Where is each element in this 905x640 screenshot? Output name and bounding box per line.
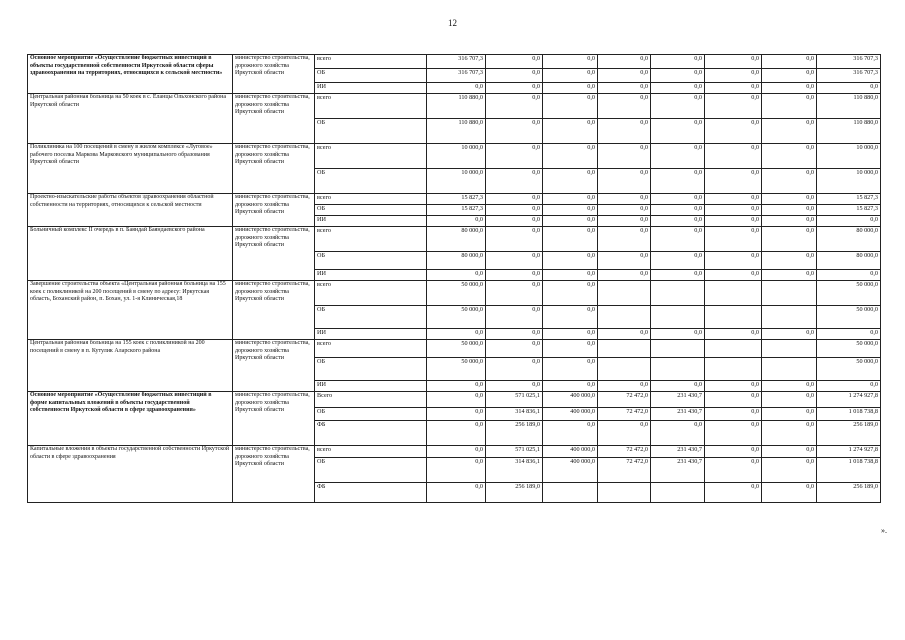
table-row — [28, 227, 881, 252]
total-value-cell: 50 000,0 — [817, 281, 881, 306]
year-value-cell: 0,0 — [486, 340, 543, 358]
year-value-cell: 0,0 — [705, 408, 762, 421]
year-value-cell: 0,0 — [486, 94, 543, 119]
year-value-cell — [705, 281, 762, 306]
year-value-cell: 50 000,0 — [427, 358, 486, 381]
year-value-cell: 0,0 — [705, 329, 762, 340]
year-value-cell: 0,0 — [543, 252, 598, 270]
year-value-cell: 0,0 — [598, 55, 651, 69]
year-value-cell: 0,0 — [543, 421, 598, 446]
year-value-cell: 0,0 — [762, 381, 817, 392]
year-value-cell: 0,0 — [598, 119, 651, 144]
year-value-cell: 0,0 — [543, 216, 598, 227]
year-value-cell: 314 836,1 — [486, 408, 543, 421]
year-value-cell: 0,0 — [543, 306, 598, 329]
total-value-cell: 0,0 — [817, 270, 881, 281]
year-value-cell: 0,0 — [762, 69, 817, 83]
funding-source: всего — [315, 340, 427, 358]
year-value-cell: 0,0 — [598, 252, 651, 270]
year-value-cell — [762, 306, 817, 329]
year-value-cell — [651, 483, 705, 503]
year-value-cell: 0,0 — [762, 392, 817, 408]
total-value-cell: 316 707,3 — [817, 69, 881, 83]
year-value-cell: 0,0 — [427, 216, 486, 227]
funding-source: ИИ — [315, 83, 427, 94]
responsible-organization: министерство строительства, дорожного хозяйства Иркутской области — [233, 194, 315, 227]
total-value-cell: 1 274 927,8 — [817, 392, 881, 408]
year-value-cell: 0,0 — [598, 227, 651, 252]
year-value-cell: 0,0 — [651, 144, 705, 169]
year-value-cell — [598, 281, 651, 306]
year-value-cell: 0,0 — [598, 144, 651, 169]
year-value-cell — [762, 281, 817, 306]
year-value-cell: 400 000,0 — [543, 408, 598, 421]
year-value-cell: 0,0 — [705, 227, 762, 252]
year-value-cell: 0,0 — [762, 55, 817, 69]
year-value-cell — [705, 306, 762, 329]
year-value-cell: 0,0 — [705, 205, 762, 216]
activity-description: Центральная районная больница на 50 коек в с. Еланцы Ольхонского района Иркутской области — [28, 94, 233, 144]
total-value-cell: 10 000,0 — [817, 144, 881, 169]
year-value-cell: 0,0 — [651, 227, 705, 252]
funding-source: ОБ — [315, 306, 427, 329]
total-value-cell: 1 274 927,8 — [817, 446, 881, 458]
year-value-cell: 0,0 — [427, 446, 486, 458]
year-value-cell: 0,0 — [543, 281, 598, 306]
funding-source: ОБ — [315, 458, 427, 483]
year-value-cell: 0,0 — [705, 194, 762, 205]
year-value-cell: 0,0 — [762, 83, 817, 94]
year-value-cell: 0,0 — [705, 252, 762, 270]
year-value-cell: 0,0 — [543, 144, 598, 169]
table-row — [28, 392, 881, 408]
total-value-cell: 0,0 — [817, 216, 881, 227]
year-value-cell: 571 025,1 — [486, 392, 543, 408]
year-value-cell: 72 472,0 — [598, 408, 651, 421]
budget-table — [27, 54, 881, 503]
year-value-cell — [651, 358, 705, 381]
year-value-cell: 110 880,0 — [427, 119, 486, 144]
activity-description: Проектно-изыскательские работы объектов здравоохранения областной собственности на территориях, относящихся к сельской местности — [28, 194, 233, 227]
funding-source: ОБ — [315, 69, 427, 83]
year-value-cell: 0,0 — [705, 55, 762, 69]
table-row — [28, 194, 881, 205]
year-value-cell: 10 000,0 — [427, 169, 486, 194]
year-value-cell: 0,0 — [427, 408, 486, 421]
year-value-cell: 0,0 — [427, 329, 486, 340]
year-value-cell: 0,0 — [762, 194, 817, 205]
year-value-cell: 0,0 — [651, 83, 705, 94]
year-value-cell: 0,0 — [762, 421, 817, 446]
funding-source: ИИ — [315, 329, 427, 340]
year-value-cell: 0,0 — [543, 340, 598, 358]
year-value-cell: 0,0 — [762, 408, 817, 421]
year-value-cell: 231 430,7 — [651, 408, 705, 421]
year-value-cell: 10 000,0 — [427, 144, 486, 169]
year-value-cell: 72 472,0 — [598, 392, 651, 408]
year-value-cell: 0,0 — [598, 194, 651, 205]
year-value-cell: 0,0 — [705, 94, 762, 119]
funding-source: всего — [315, 144, 427, 169]
year-value-cell: 0,0 — [651, 194, 705, 205]
year-value-cell: 0,0 — [543, 270, 598, 281]
year-value-cell: 231 430,7 — [651, 446, 705, 458]
total-value-cell: 80 000,0 — [817, 227, 881, 252]
year-value-cell: 0,0 — [543, 119, 598, 144]
year-value-cell: 0,0 — [651, 381, 705, 392]
year-value-cell: 0,0 — [651, 216, 705, 227]
year-value-cell: 0,0 — [486, 381, 543, 392]
funding-source: ОБ — [315, 169, 427, 194]
year-value-cell: 110 880,0 — [427, 94, 486, 119]
total-value-cell: 15 827,3 — [817, 205, 881, 216]
year-value-cell: 0,0 — [543, 83, 598, 94]
year-value-cell — [651, 340, 705, 358]
year-value-cell: 231 430,7 — [651, 392, 705, 408]
responsible-organization: министерство строительства, дорожного хозяйства Иркутской области — [233, 94, 315, 144]
year-value-cell: 0,0 — [486, 270, 543, 281]
total-value-cell: 316 707,3 — [817, 55, 881, 69]
year-value-cell: 0,0 — [486, 281, 543, 306]
year-value-cell: 15 827,3 — [427, 205, 486, 216]
year-value-cell: 0,0 — [651, 421, 705, 446]
year-value-cell: 0,0 — [705, 446, 762, 458]
year-value-cell — [598, 358, 651, 381]
total-value-cell: 50 000,0 — [817, 358, 881, 381]
total-value-cell: 50 000,0 — [817, 340, 881, 358]
funding-source: ОБ — [315, 408, 427, 421]
year-value-cell: 0,0 — [651, 205, 705, 216]
funding-source: ФБ — [315, 483, 427, 503]
year-value-cell: 0,0 — [705, 144, 762, 169]
year-value-cell: 0,0 — [651, 94, 705, 119]
year-value-cell: 0,0 — [762, 227, 817, 252]
year-value-cell: 0,0 — [543, 205, 598, 216]
year-value-cell: 0,0 — [762, 119, 817, 144]
year-value-cell: 80 000,0 — [427, 252, 486, 270]
year-value-cell: 80 000,0 — [427, 227, 486, 252]
funding-source: Всего — [315, 392, 427, 408]
year-value-cell — [598, 340, 651, 358]
total-value-cell: 50 000,0 — [817, 306, 881, 329]
page-number: 12 — [448, 18, 457, 28]
year-value-cell: 0,0 — [543, 194, 598, 205]
year-value-cell: 0,0 — [705, 119, 762, 144]
year-value-cell: 0,0 — [486, 194, 543, 205]
year-value-cell: 400 000,0 — [543, 446, 598, 458]
funding-source: всего — [315, 194, 427, 205]
year-value-cell: 0,0 — [486, 69, 543, 83]
year-value-cell: 0,0 — [598, 270, 651, 281]
year-value-cell — [762, 358, 817, 381]
responsible-organization: министерство строительства, дорожного хозяйства Иркутской области — [233, 392, 315, 446]
year-value-cell: 400 000,0 — [543, 458, 598, 483]
year-value-cell: 256 189,0 — [486, 421, 543, 446]
funding-source: ИИ — [315, 216, 427, 227]
year-value-cell: 0,0 — [705, 270, 762, 281]
responsible-organization: министерство строительства, дорожного хозяйства Иркутской области — [233, 55, 315, 94]
activity-description: Основное мероприятие «Осуществление бюджетных инвестиций в форме капитальных вложений в объекты государственной собственности Иркутской области в сфере здравоохранения» — [28, 392, 233, 446]
funding-source: ОБ — [315, 252, 427, 270]
total-value-cell: 80 000,0 — [817, 252, 881, 270]
year-value-cell: 0,0 — [486, 329, 543, 340]
year-value-cell: 0,0 — [762, 329, 817, 340]
year-value-cell: 0,0 — [705, 83, 762, 94]
total-value-cell: 15 827,3 — [817, 194, 881, 205]
year-value-cell: 0,0 — [543, 329, 598, 340]
year-value-cell: 0,0 — [486, 205, 543, 216]
year-value-cell: 0,0 — [598, 381, 651, 392]
year-value-cell: 0,0 — [651, 119, 705, 144]
activity-description: Поликлиника на 100 посещений в смену в жилом комплексе «Луговое» рабочего поселка Маркова Марковского муниципального образования Иркутской области — [28, 144, 233, 194]
year-value-cell: 0,0 — [543, 94, 598, 119]
closing-quote-mark: ». — [881, 526, 887, 535]
year-value-cell: 0,0 — [486, 119, 543, 144]
year-value-cell: 0,0 — [651, 252, 705, 270]
funding-source: всего — [315, 55, 427, 69]
year-value-cell: 0,0 — [543, 169, 598, 194]
year-value-cell: 0,0 — [705, 216, 762, 227]
year-value-cell: 0,0 — [705, 381, 762, 392]
funding-source: ФБ — [315, 421, 427, 446]
year-value-cell: 0,0 — [598, 69, 651, 83]
year-value-cell: 0,0 — [651, 270, 705, 281]
year-value-cell — [543, 483, 598, 503]
responsible-organization: министерство строительства, дорожного хозяйства Иркутской области — [233, 227, 315, 281]
year-value-cell — [598, 306, 651, 329]
year-value-cell: 0,0 — [427, 458, 486, 483]
year-value-cell: 0,0 — [598, 169, 651, 194]
total-value-cell: 256 189,0 — [817, 483, 881, 503]
year-value-cell: 0,0 — [762, 270, 817, 281]
year-value-cell: 0,0 — [705, 458, 762, 483]
year-value-cell: 0,0 — [427, 83, 486, 94]
year-value-cell: 0,0 — [762, 94, 817, 119]
table-row — [28, 94, 881, 119]
year-value-cell: 0,0 — [598, 94, 651, 119]
year-value-cell: 400 000,0 — [543, 392, 598, 408]
table-body — [28, 55, 881, 503]
year-value-cell: 72 472,0 — [598, 446, 651, 458]
table-row — [28, 55, 881, 69]
year-value-cell — [762, 340, 817, 358]
total-value-cell: 1 018 738,8 — [817, 458, 881, 483]
year-value-cell: 0,0 — [651, 169, 705, 194]
year-value-cell: 0,0 — [705, 169, 762, 194]
year-value-cell: 0,0 — [486, 144, 543, 169]
year-value-cell: 0,0 — [427, 381, 486, 392]
year-value-cell: 0,0 — [762, 252, 817, 270]
table-row — [28, 340, 881, 358]
year-value-cell: 0,0 — [598, 216, 651, 227]
year-value-cell: 0,0 — [543, 69, 598, 83]
table-row — [28, 281, 881, 306]
responsible-organization: министерство строительства, дорожного хозяйства Иркутской области — [233, 446, 315, 503]
activity-description: Основное мероприятие «Осуществление бюджетных инвестиций в объекты государственной собственности Иркутской области сферы здравоохранения на территориях, относящихся к сельской местности» — [28, 55, 233, 94]
year-value-cell — [598, 483, 651, 503]
year-value-cell: 0,0 — [705, 421, 762, 446]
year-value-cell: 0,0 — [486, 227, 543, 252]
year-value-cell: 0,0 — [427, 270, 486, 281]
year-value-cell: 0,0 — [762, 169, 817, 194]
year-value-cell: 0,0 — [598, 421, 651, 446]
year-value-cell: 0,0 — [486, 252, 543, 270]
total-value-cell: 0,0 — [817, 329, 881, 340]
funding-source: ИИ — [315, 270, 427, 281]
funding-source: ОБ — [315, 205, 427, 216]
year-value-cell: 0,0 — [543, 227, 598, 252]
funding-source: всего — [315, 94, 427, 119]
year-value-cell: 0,0 — [486, 306, 543, 329]
year-value-cell: 314 836,1 — [486, 458, 543, 483]
year-value-cell — [705, 358, 762, 381]
total-value-cell: 1 018 738,8 — [817, 408, 881, 421]
year-value-cell: 0,0 — [705, 69, 762, 83]
table-row — [28, 144, 881, 169]
year-value-cell: 0,0 — [651, 69, 705, 83]
year-value-cell — [651, 306, 705, 329]
activity-description: Завершение строительства объекта «Центральная районная больница на 155 коек с поликлиникой на 200 посещений в смену по адресу: Иркутская область, Боханский район, п. Бохан, ул. 1-я Клиническая,18 — [28, 281, 233, 340]
funding-source: ОБ — [315, 119, 427, 144]
funding-source: всего — [315, 446, 427, 458]
year-value-cell: 0,0 — [486, 216, 543, 227]
total-value-cell: 10 000,0 — [817, 169, 881, 194]
year-value-cell — [705, 340, 762, 358]
year-value-cell: 50 000,0 — [427, 306, 486, 329]
year-value-cell: 316 707,3 — [427, 55, 486, 69]
year-value-cell: 0,0 — [762, 144, 817, 169]
year-value-cell: 256 189,0 — [486, 483, 543, 503]
year-value-cell: 15 827,3 — [427, 194, 486, 205]
year-value-cell: 0,0 — [543, 381, 598, 392]
total-value-cell: 110 880,0 — [817, 119, 881, 144]
year-value-cell: 0,0 — [427, 421, 486, 446]
funding-source: всего — [315, 227, 427, 252]
year-value-cell: 0,0 — [543, 55, 598, 69]
year-value-cell: 0,0 — [651, 329, 705, 340]
funding-source: ИИ — [315, 381, 427, 392]
year-value-cell: 0,0 — [598, 205, 651, 216]
year-value-cell: 316 707,3 — [427, 69, 486, 83]
year-value-cell: 0,0 — [486, 55, 543, 69]
year-value-cell: 0,0 — [486, 169, 543, 194]
year-value-cell: 0,0 — [762, 458, 817, 483]
responsible-organization: министерство строительства, дорожного хозяйства Иркутской области — [233, 340, 315, 392]
year-value-cell: 0,0 — [762, 446, 817, 458]
year-value-cell — [651, 281, 705, 306]
year-value-cell: 0,0 — [762, 205, 817, 216]
year-value-cell: 0,0 — [486, 358, 543, 381]
year-value-cell: 0,0 — [486, 83, 543, 94]
year-value-cell: 0,0 — [427, 392, 486, 408]
year-value-cell: 72 472,0 — [598, 458, 651, 483]
year-value-cell: 50 000,0 — [427, 340, 486, 358]
year-value-cell: 0,0 — [427, 483, 486, 503]
funding-source: всего — [315, 281, 427, 306]
year-value-cell: 0,0 — [543, 358, 598, 381]
activity-description: Больничный комплекс II очередь в п. Баяндай Баяндаевского района — [28, 227, 233, 281]
year-value-cell: 0,0 — [705, 483, 762, 503]
total-value-cell: 0,0 — [817, 381, 881, 392]
responsible-organization: министерство строительства, дорожного хозяйства Иркутской области — [233, 144, 315, 194]
funding-source: ОБ — [315, 358, 427, 381]
year-value-cell: 0,0 — [762, 216, 817, 227]
year-value-cell: 50 000,0 — [427, 281, 486, 306]
total-value-cell: 0,0 — [817, 83, 881, 94]
activity-description: Капитальные вложения в объекты государственной собственности Иркутской области в сфере здравоохранения — [28, 446, 233, 503]
year-value-cell: 231 430,7 — [651, 458, 705, 483]
year-value-cell: 0,0 — [762, 483, 817, 503]
year-value-cell: 0,0 — [598, 83, 651, 94]
year-value-cell: 0,0 — [651, 55, 705, 69]
year-value-cell: 0,0 — [705, 392, 762, 408]
total-value-cell: 256 189,0 — [817, 421, 881, 446]
total-value-cell: 110 880,0 — [817, 94, 881, 119]
responsible-organization: министерство строительства, дорожного хозяйства Иркутской области — [233, 281, 315, 340]
table-row — [28, 446, 881, 458]
activity-description: Центральная районная больница на 155 коек с поликлиникой на 200 посещений в смену в п. Кутулик Аларского района — [28, 340, 233, 392]
year-value-cell: 0,0 — [598, 329, 651, 340]
year-value-cell: 571 025,1 — [486, 446, 543, 458]
